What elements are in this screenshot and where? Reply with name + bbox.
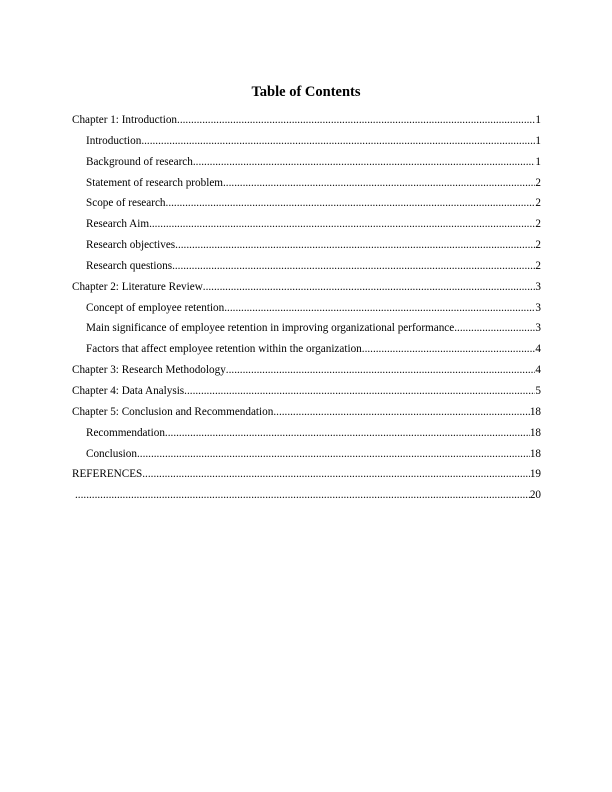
toc-entry-background[interactable] [72, 155, 541, 176]
toc-heading: Table of Contents [251, 84, 361, 100]
toc-page-number: 5 [535, 384, 541, 397]
toc-entry-chapter-3[interactable] [72, 363, 541, 384]
toc-page-number: 1 [535, 134, 541, 147]
toc-entry-title: Introduction [86, 134, 142, 147]
toc-entry-factors-retention[interactable] [72, 342, 541, 363]
dot-leader [184, 384, 535, 398]
dot-leader [203, 280, 536, 294]
toc-page-number: 4 [535, 343, 541, 356]
dot-leader [454, 321, 535, 335]
toc-entry-references[interactable] [72, 467, 541, 488]
toc-page-number: 18 [529, 405, 541, 418]
toc-entry-research-objectives[interactable] [72, 238, 541, 259]
dot-leader [193, 155, 536, 169]
toc-page-number: 2 [535, 259, 541, 272]
toc-entry-chapter-5[interactable] [72, 405, 541, 426]
toc-page-number: 2 [535, 197, 541, 210]
toc-page-number: 20 [529, 489, 541, 502]
dot-leader [226, 363, 536, 377]
toc-entry-title: Research objectives [86, 239, 176, 252]
toc-page-number: 18 [529, 426, 541, 439]
toc-page-number: 18 [529, 447, 541, 460]
dot-leader [165, 426, 530, 440]
toc-entry-chapter-2[interactable] [72, 280, 541, 301]
dot-leader [224, 301, 535, 315]
toc-entry-untitled[interactable] [72, 488, 541, 509]
dot-leader [75, 488, 530, 502]
toc-entry-title: Research questions [86, 259, 173, 272]
toc-page-number: 1 [535, 155, 541, 168]
toc-page-number: 4 [535, 364, 541, 377]
toc-entry-title: Chapter 3: Research Methodology [72, 364, 226, 377]
toc-entry-scope[interactable] [72, 196, 541, 217]
dot-leader [142, 467, 530, 481]
toc-page-number: 3 [535, 301, 541, 314]
toc-entry-title: Recommendation [86, 426, 165, 439]
toc-entry-chapter-1[interactable] [72, 113, 541, 134]
toc-page-number: 2 [535, 218, 541, 231]
toc-page-number: 3 [535, 280, 541, 293]
dot-leader [166, 196, 536, 210]
dot-leader [223, 176, 535, 190]
toc-entry-title: Factors that affect employee retention within the organization [86, 343, 362, 356]
toc-entry-conclusion[interactable] [72, 447, 541, 468]
toc-entry-title: Chapter 1: Introduction [72, 114, 178, 126]
dot-leader [141, 134, 535, 148]
toc-entry-title: Chapter 5: Conclusion and Recommendation [72, 405, 274, 418]
toc-entry-title: Conclusion [86, 447, 137, 460]
dot-leader [175, 238, 535, 252]
toc-entry-title: Research Aim [86, 218, 150, 231]
toc-entry-title: Scope of research [86, 197, 166, 210]
toc-entry-title: REFERENCES [72, 468, 143, 481]
toc-entry-concept-retention[interactable] [72, 301, 541, 322]
dot-leader [177, 113, 535, 127]
dot-leader [172, 259, 535, 273]
toc-entry-research-aim[interactable] [72, 217, 541, 238]
toc-page-number: 2 [535, 176, 541, 189]
toc-entry-title: Concept of employee retention [86, 301, 225, 314]
toc-entry-chapter-4[interactable] [72, 384, 541, 405]
toc-entry-title: Statement of research problem [86, 176, 223, 189]
toc-page-number: 19 [529, 468, 541, 481]
dot-leader [137, 447, 530, 461]
toc-page-number: 3 [535, 322, 541, 335]
toc-page-number: 1 [535, 114, 541, 126]
dot-leader [149, 217, 535, 231]
toc-entry-significance-retention[interactable] [72, 321, 541, 342]
toc-entry-recommendation[interactable] [72, 426, 541, 447]
dot-leader [273, 405, 529, 419]
toc-entry-title: Background of research [86, 155, 193, 168]
table-of-contents [72, 113, 541, 509]
toc-entry-title: Chapter 4: Data Analysis [72, 384, 185, 397]
toc-entry-research-questions[interactable] [72, 259, 541, 280]
toc-entry-title: Chapter 2: Literature Review [72, 280, 203, 293]
toc-entry-introduction[interactable] [72, 134, 541, 155]
toc-entry-problem-statement[interactable] [72, 176, 541, 197]
dot-leader [362, 342, 536, 356]
toc-page-number: 2 [535, 239, 541, 252]
toc-entry-title: Main significance of employee retention in improving organizational performance [86, 322, 455, 335]
